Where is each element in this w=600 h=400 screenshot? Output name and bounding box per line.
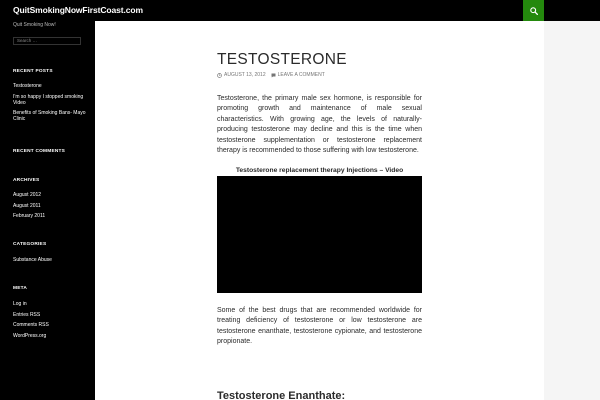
video-player[interactable] [217, 176, 422, 293]
post-date-text: AUGUST 13, 2012 [224, 72, 266, 78]
list-item[interactable] [13, 301, 91, 307]
meta-list [13, 301, 91, 343]
search-icon [530, 7, 538, 15]
recent-posts-title: RECENT POSTS [13, 69, 53, 74]
meta-title: META [13, 286, 28, 291]
category-link[interactable]: Substance Abuse [13, 257, 52, 263]
section-heading: Testosterone Enanthate: [217, 390, 346, 400]
archives-list [13, 192, 91, 224]
recent-posts-list [13, 83, 91, 127]
list-item[interactable] [13, 110, 91, 122]
list-item[interactable] [13, 333, 91, 339]
intro-paragraph: Testosterone, the primary male sex hormone, is responsible for promoting growth and maintenance of male sexual characteristics. With growing age, the levels of naturally-producing testosterone may decline and this is the time when testosterone supplementation or testosterone replacement therapy is recommended to those suffering with low testosterone. [217, 95, 422, 155]
categories-list [13, 257, 91, 268]
video-caption: Testosterone replacement therapy Injections – Video [235, 167, 404, 174]
list-item[interactable] [13, 203, 91, 209]
list-item[interactable] [13, 192, 91, 198]
wordpress-org-link[interactable]: WordPress.org [13, 332, 47, 339]
archive-link[interactable]: August 2011 [13, 202, 41, 209]
list-item[interactable] [13, 213, 91, 219]
content-area [95, 21, 544, 400]
search-input[interactable] [13, 37, 81, 45]
archives-title: ARCHIVES [13, 178, 40, 183]
post-date[interactable] [217, 72, 266, 78]
leave-comment-text: LEAVE A COMMENT [277, 72, 325, 78]
post-title: TESTOSTERONE [217, 51, 347, 68]
site-title-link[interactable]: QuitSmokingNowFirstCoast.com [13, 5, 143, 15]
login-link[interactable]: Log in [13, 301, 27, 307]
clock-icon [217, 73, 222, 78]
drugs-paragraph: Some of the best drugs that are recommended worldwide for treating deficiency of testosterone or low testosterone are testosterone enanthate, testosterone cypionate, and testosterone propionate. [217, 307, 422, 346]
comment-icon [271, 73, 276, 78]
archive-link[interactable]: February 2011 [13, 213, 46, 219]
archive-link[interactable]: August 2012 [13, 192, 42, 198]
post-meta [217, 72, 325, 78]
right-margin [544, 21, 600, 400]
recent-post-link[interactable]: Testosterone [13, 83, 42, 89]
list-item[interactable] [13, 312, 91, 318]
recent-comments-title: RECENT COMMENTS [13, 149, 66, 154]
comments-rss-link[interactable]: Comments RSS [13, 322, 49, 328]
leave-comment-link[interactable] [271, 72, 325, 78]
search-toggle-button[interactable] [523, 0, 544, 21]
list-item[interactable] [13, 94, 91, 106]
categories-title: CATEGORIES [13, 242, 47, 247]
sidebar [0, 21, 95, 400]
site-description: Quit Smoking Now! [13, 22, 56, 28]
list-item[interactable] [13, 257, 91, 263]
recent-post-link[interactable]: Benefits of Smoking Bans- Mayo Clinic [13, 110, 86, 122]
entries-rss-link[interactable]: Entries RSS [13, 311, 41, 318]
site-header [0, 0, 600, 21]
recent-post-link[interactable]: I'm so happy I stopped smoking Video [13, 93, 84, 106]
list-item[interactable] [13, 83, 91, 89]
list-item[interactable] [13, 322, 91, 328]
